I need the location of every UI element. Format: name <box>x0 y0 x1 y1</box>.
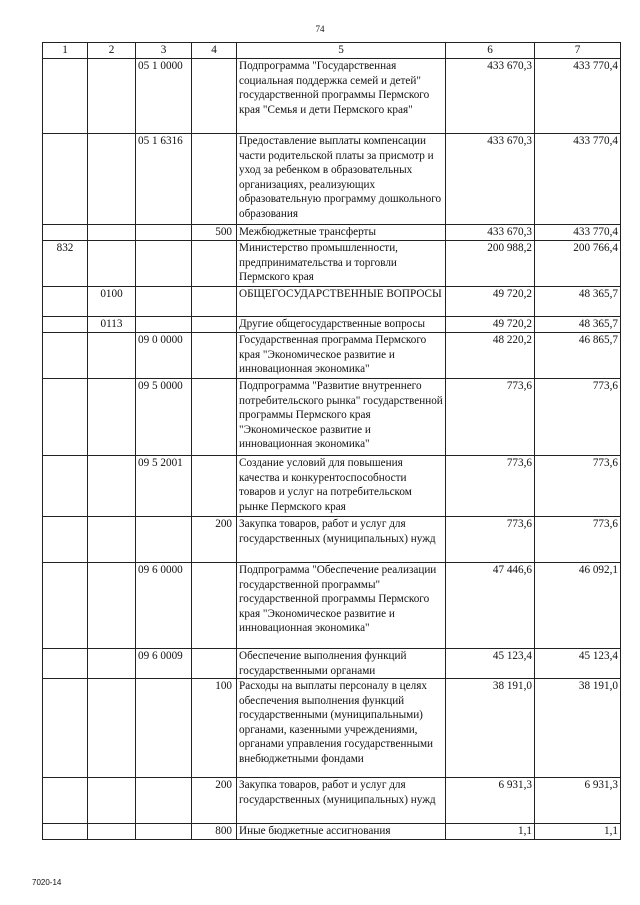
amount-col7-cell: 433 770,4 <box>535 59 621 134</box>
amount-col7-cell: 200 766,4 <box>535 241 621 287</box>
ministry-code-cell <box>43 824 88 840</box>
ministry-code-cell <box>43 333 88 379</box>
target-article-cell <box>136 241 192 287</box>
section-code-cell: 0100 <box>88 287 136 317</box>
target-article-cell <box>136 225 192 241</box>
ministry-code-cell <box>43 59 88 134</box>
expense-type-cell <box>192 134 237 225</box>
amount-col7-cell: 773,6 <box>535 517 621 563</box>
section-code-cell <box>88 241 136 287</box>
section-code-cell <box>88 225 136 241</box>
header-cell-3: 3 <box>136 43 192 59</box>
amount-col6-cell: 45 123,4 <box>446 649 535 679</box>
expense-type-cell <box>192 287 237 317</box>
amount-col6-cell: 773,6 <box>446 517 535 563</box>
target-article-cell: 09 5 2001 <box>136 456 192 517</box>
ministry-code-cell <box>43 563 88 649</box>
target-article-cell: 09 0 0000 <box>136 333 192 379</box>
description-cell: Министерство промышленности, предпринимательства и торговли Пермского края <box>237 241 446 287</box>
description-cell: Другие общегосударственные вопросы <box>237 317 446 333</box>
amount-col7-cell: 38 191,0 <box>535 679 621 778</box>
ministry-code-cell <box>43 287 88 317</box>
ministry-code-cell <box>43 517 88 563</box>
expense-type-cell <box>192 333 237 379</box>
amount-col6-cell: 48 220,2 <box>446 333 535 379</box>
header-cell-5: 5 <box>237 43 446 59</box>
table-row <box>43 317 621 333</box>
ministry-code-cell: 832 <box>43 241 88 287</box>
ministry-code-cell <box>43 456 88 517</box>
expense-type-cell <box>192 379 237 456</box>
amount-col7-cell: 46 092,1 <box>535 563 621 649</box>
expense-type-cell <box>192 241 237 287</box>
description-cell: Межбюджетные трансферты <box>237 225 446 241</box>
target-article-cell <box>136 679 192 778</box>
table-row <box>43 456 621 517</box>
amount-col6-cell: 433 670,3 <box>446 59 535 134</box>
ministry-code-cell <box>43 317 88 333</box>
budget-table <box>42 42 621 840</box>
table-row <box>43 333 621 379</box>
target-article-cell <box>136 778 192 824</box>
amount-col6-cell: 773,6 <box>446 456 535 517</box>
table-row <box>43 59 621 134</box>
expense-type-cell <box>192 563 237 649</box>
section-code-cell <box>88 649 136 679</box>
amount-col7-cell: 48 365,7 <box>535 287 621 317</box>
target-article-cell <box>136 517 192 563</box>
header-cell-2: 2 <box>88 43 136 59</box>
section-code-cell <box>88 563 136 649</box>
target-article-cell <box>136 317 192 333</box>
expense-type-cell <box>192 649 237 679</box>
amount-col6-cell: 200 988,2 <box>446 241 535 287</box>
amount-col6-cell: 49 720,2 <box>446 287 535 317</box>
amount-col6-cell: 38 191,0 <box>446 679 535 778</box>
target-article-cell: 09 6 0000 <box>136 563 192 649</box>
header-cell-6: 6 <box>446 43 535 59</box>
expense-type-cell <box>192 456 237 517</box>
ministry-code-cell <box>43 379 88 456</box>
expense-type-cell: 100 <box>192 679 237 778</box>
header-cell-4: 4 <box>192 43 237 59</box>
amount-col6-cell: 433 670,3 <box>446 134 535 225</box>
table-row <box>43 287 621 317</box>
header-cell-1: 1 <box>43 43 88 59</box>
description-cell: Подпрограмма "Государственная социальная поддержка семей и детей" государственной программы Пермского края "Семья и дети Пермского края" <box>237 59 446 134</box>
amount-col7-cell: 6 931,3 <box>535 778 621 824</box>
description-cell: Иные бюджетные ассигнования <box>237 824 446 840</box>
section-code-cell <box>88 778 136 824</box>
amount-col6-cell: 773,6 <box>446 379 535 456</box>
section-code-cell <box>88 134 136 225</box>
amount-col6-cell: 433 670,3 <box>446 225 535 241</box>
description-cell: Подпрограмма "Обеспечение реализации государственной программы" государственной программы Пермского края "Экономическое развитие и инновационная экономика" <box>237 563 446 649</box>
expense-type-cell: 500 <box>192 225 237 241</box>
description-cell: Предоставление выплаты компенсации части родительской платы за присмотр и уход за ребенком в образовательных организациях, реализующих образовательную программу дошкольного образования <box>237 134 446 225</box>
ministry-code-cell <box>43 778 88 824</box>
table-row <box>43 225 621 241</box>
table-row <box>43 517 621 563</box>
amount-col7-cell: 433 770,4 <box>535 225 621 241</box>
description-cell: Расходы на выплаты персоналу в целях обеспечения выполнения функций государственными (муниципальными) органами, казенными учреждениями, органами управления государственными внебюджетными фондами <box>237 679 446 778</box>
section-code-cell <box>88 679 136 778</box>
ministry-code-cell <box>43 225 88 241</box>
section-code-cell <box>88 379 136 456</box>
ministry-code-cell <box>43 679 88 778</box>
target-article-cell: 09 6 0009 <box>136 649 192 679</box>
amount-col7-cell: 773,6 <box>535 456 621 517</box>
table-row <box>43 134 621 225</box>
header-cell-7: 7 <box>535 43 621 59</box>
section-code-cell: 0113 <box>88 317 136 333</box>
amount-col6-cell: 47 446,6 <box>446 563 535 649</box>
section-code-cell <box>88 824 136 840</box>
table-row <box>43 679 621 778</box>
description-cell: Государственная программа Пермского края "Экономическое развитие и инновационная экономика" <box>237 333 446 379</box>
section-code-cell <box>88 333 136 379</box>
target-article-cell: 05 1 0000 <box>136 59 192 134</box>
amount-col7-cell: 773,6 <box>535 379 621 456</box>
target-article-cell: 09 5 0000 <box>136 379 192 456</box>
amount-col7-cell: 46 865,7 <box>535 333 621 379</box>
expense-type-cell <box>192 59 237 134</box>
amount-col7-cell: 433 770,4 <box>535 134 621 225</box>
table-row <box>43 563 621 649</box>
table-header-row <box>43 43 621 59</box>
expense-type-cell <box>192 317 237 333</box>
amount-col7-cell: 1,1 <box>535 824 621 840</box>
target-article-cell: 05 1 6316 <box>136 134 192 225</box>
amount-col6-cell: 1,1 <box>446 824 535 840</box>
amount-col7-cell: 45 123,4 <box>535 649 621 679</box>
table-row <box>43 379 621 456</box>
expense-type-cell: 200 <box>192 778 237 824</box>
table-row <box>43 778 621 824</box>
table-row <box>43 649 621 679</box>
ministry-code-cell <box>43 649 88 679</box>
page-number: 74 <box>315 24 325 34</box>
ministry-code-cell <box>43 134 88 225</box>
expense-type-cell: 200 <box>192 517 237 563</box>
section-code-cell <box>88 59 136 134</box>
table-row <box>43 824 621 840</box>
description-cell: Закупка товаров, работ и услуг для государственных (муниципальных) нужд <box>237 778 446 824</box>
table-row <box>43 241 621 287</box>
target-article-cell <box>136 287 192 317</box>
description-cell: Обеспечение выполнения функций государственными органами <box>237 649 446 679</box>
description-cell: Закупка товаров, работ и услуг для государственных (муниципальных) нужд <box>237 517 446 563</box>
section-code-cell <box>88 517 136 563</box>
amount-col7-cell: 48 365,7 <box>535 317 621 333</box>
amount-col6-cell: 49 720,2 <box>446 317 535 333</box>
section-code-cell <box>88 456 136 517</box>
expense-type-cell: 800 <box>192 824 237 840</box>
document-code: 7020-14 <box>32 878 62 887</box>
description-cell: ОБЩЕГОСУДАРСТВЕННЫЕ ВОПРОСЫ <box>237 287 446 317</box>
amount-col6-cell: 6 931,3 <box>446 778 535 824</box>
description-cell: Создание условий для повышения качества и конкурентоспособности товаров и услуг на потребительском рынке Пермского края <box>237 456 446 517</box>
description-cell: Подпрограмма "Развитие внутреннего потребительского рынка" государственной программы Пермского края "Экономическое развитие и инновационная экономика" <box>237 379 446 456</box>
target-article-cell <box>136 824 192 840</box>
